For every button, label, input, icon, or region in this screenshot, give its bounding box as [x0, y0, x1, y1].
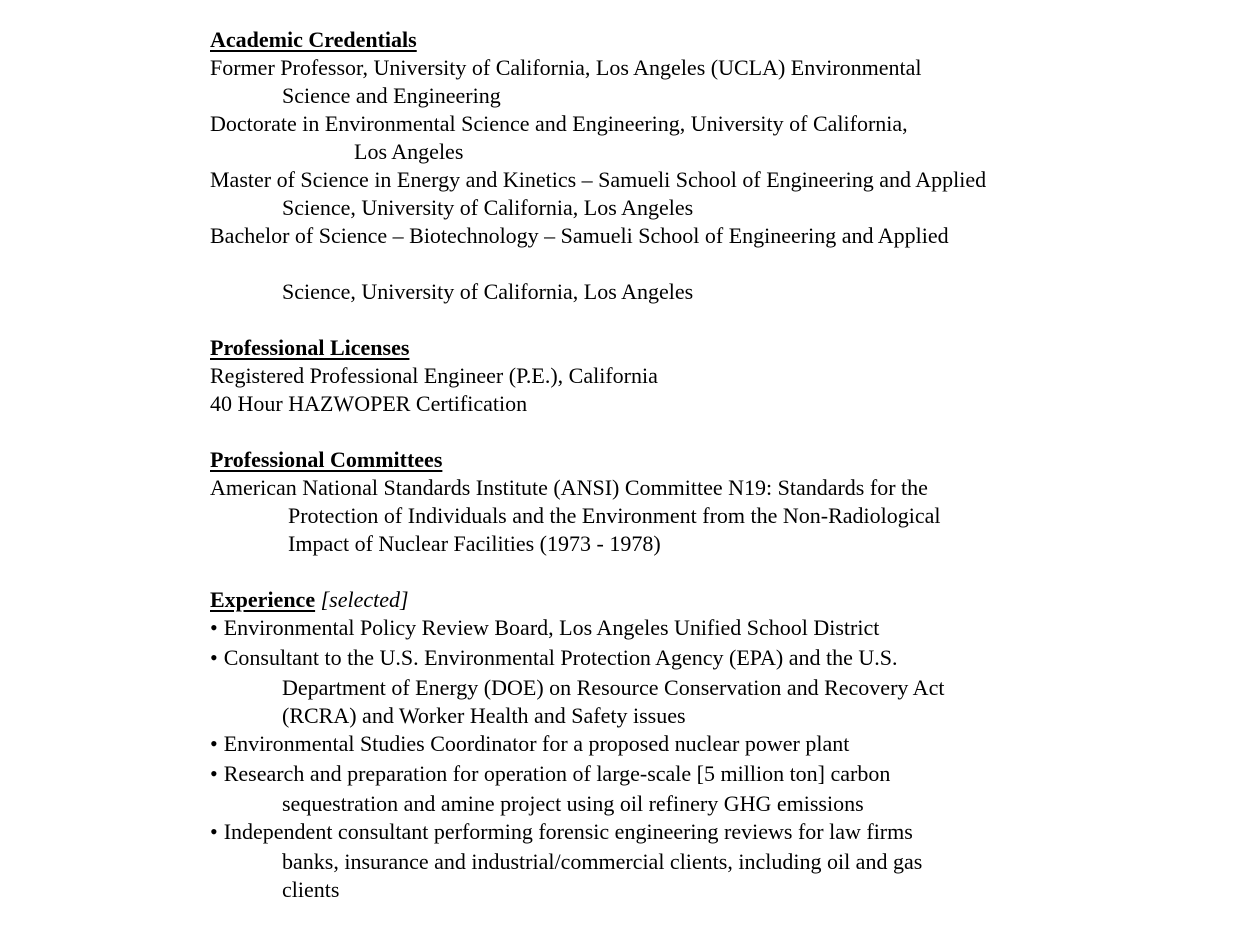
credential-line: Doctorate in Environmental Science and Engineering, University of California,: [210, 111, 908, 136]
experience-item-continued: Department of Energy (DOE) on Resource Conservation and Recovery Act: [282, 675, 945, 700]
section-heading-professional-committees: Professional Committees: [210, 447, 443, 472]
credential-line-continued: Science and Engineering: [282, 83, 501, 108]
experience-item: [210, 760, 890, 788]
credential-line-continued: Los Angeles: [354, 139, 464, 164]
credential-line-continued: Science, University of California, Los Angeles: [282, 279, 694, 304]
section-heading-professional-licenses: Professional Licenses: [210, 335, 410, 360]
committee-line: American National Standards Institute (ANSI) Committee N19: Standards for the: [210, 475, 928, 500]
experience-item-text: Environmental Studies Coordinator for a proposed nuclear power plant: [223, 731, 850, 756]
experience-item-continued: banks, insurance and industrial/commercial clients, including oil and gas: [282, 849, 923, 874]
experience-item-continued: sequestration and amine project using oil refinery GHG emissions: [282, 791, 864, 816]
experience-item-text: Independent consultant performing forensic engineering reviews for law firms: [223, 819, 913, 844]
bullet-icon: •: [210, 819, 218, 844]
experience-item: [210, 730, 849, 758]
license-line: 40 Hour HAZWOPER Certification: [210, 391, 528, 416]
experience-item: [210, 818, 913, 846]
bullet-icon: •: [210, 761, 218, 786]
experience-item-text: Research and preparation for operation of large-scale [5 million ton] carbon: [223, 761, 891, 786]
credential-line-continued: Science, University of California, Los Angeles: [282, 195, 694, 220]
bullet-icon: •: [210, 731, 218, 756]
experience-heading-row: [210, 586, 409, 614]
committee-line-continued: Impact of Nuclear Facilities (1973 - 1978): [288, 531, 661, 556]
license-line: Registered Professional Engineer (P.E.), California: [210, 363, 658, 388]
credential-line: Master of Science in Energy and Kinetics – Samueli School of Engineering and Applied: [210, 167, 987, 192]
credential-line: Former Professor, University of California, Los Angeles (UCLA) Environmental: [210, 55, 922, 80]
experience-item-continued: clients: [282, 877, 340, 902]
experience-item: [210, 614, 879, 642]
selected-note: [selected]: [320, 587, 409, 612]
credential-line: Bachelor of Science – Biotechnology – Samueli School of Engineering and Applied: [210, 223, 949, 248]
experience-item: [210, 644, 898, 672]
experience-item-text: Consultant to the U.S. Environmental Protection Agency (EPA) and the U.S.: [223, 645, 898, 670]
committee-line-continued: Protection of Individuals and the Environment from the Non-Radiological: [288, 503, 941, 528]
experience-item-continued: (RCRA) and Worker Health and Safety issues: [282, 703, 686, 728]
section-heading-academic-credentials: Academic Credentials: [210, 27, 417, 52]
experience-item-text: Environmental Policy Review Board, Los Angeles Unified School District: [223, 615, 880, 640]
section-heading-experience: Experience: [210, 587, 316, 612]
bullet-icon: •: [210, 615, 218, 640]
bullet-icon: •: [210, 645, 218, 670]
